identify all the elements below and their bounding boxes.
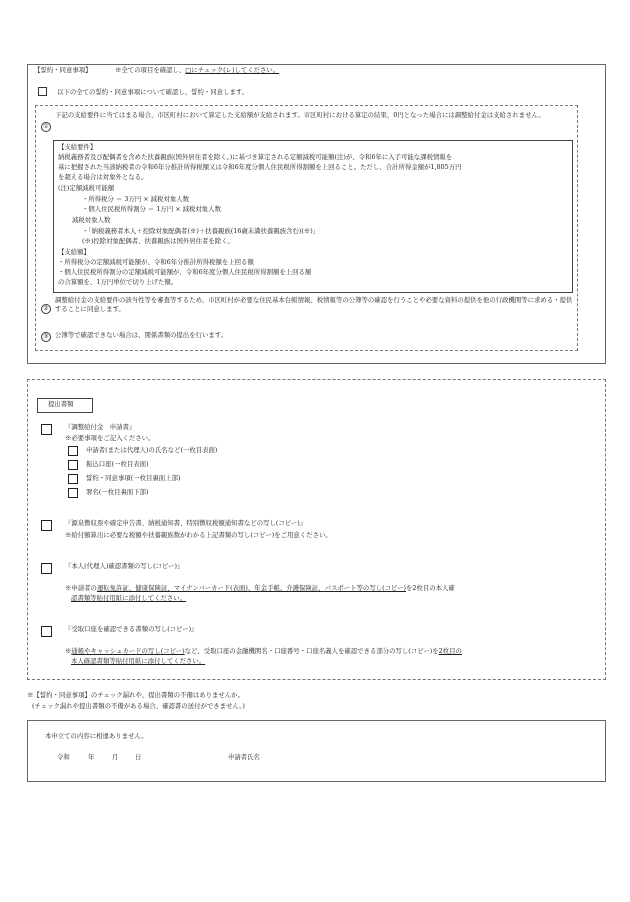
doc4-note-line1: ※通帳やキャッシュカードの写し(コピー)など、受取口座の金融機関名・口座番号・口座名義人を確認できる部分の写し(コピー)を2枚目の	[65, 647, 462, 655]
confirmation-box	[27, 720, 606, 782]
doc1-sub4-label: 署名(一枚目裏面下部)	[86, 488, 149, 496]
item3-marker: ③	[41, 332, 51, 342]
agree-all-checkbox[interactable]	[38, 87, 47, 96]
people-line: ・「納税義務者本人＋控除対象配偶者(※)＋扶養親族(16歳未満扶養親族含む)(※)」	[82, 227, 320, 235]
footer-warning-line2: (チェック漏れや提出書類の不備がある場合、確認書の送付ができません。)	[32, 702, 245, 710]
calc-income-tax: ・所得税分 ＝ 3万円 × 減税対象人数	[82, 195, 190, 203]
requirements-line1: 納税義務者及び配偶者を含めた扶養親族(国外居住者を除く。)に基づき算定される定額減税可能額(注)が、令和6年に入手可能な課税情報を	[58, 153, 453, 161]
doc1-sub4-checkbox[interactable]	[68, 488, 78, 498]
doc2-note: ※給付額算出に必要な税額や扶養親族数がわかる上記書類の写し(コピー)をご用意ください。	[65, 531, 332, 539]
doc1-sub1-label: 申請者(または代理人)の氏名など(一枚目表面)	[86, 446, 218, 454]
item2-text: 調整給付金の支給要件の該当性等を審査等するため、市区町村が必要な住民基本台帳情報、税情報等の公簿等の確認を行うことや必要な資料の提供を他の行政機関等に求める・提供することに同意します。	[55, 296, 573, 314]
confirmation-statement: 本申立ての内容に相違ありません。	[45, 732, 148, 740]
date-day[interactable]: 日	[135, 753, 142, 761]
amount-heading: 【支給額】	[58, 248, 90, 256]
doc1-sub1-checkbox[interactable]	[68, 446, 78, 456]
doc3-checkbox[interactable]	[41, 563, 52, 574]
doc1-checkbox[interactable]	[41, 424, 52, 435]
amount-line3: の合算額を、1万円単位で切り上げた額。	[58, 278, 178, 286]
applicant-signature-label[interactable]: 申請者氏名	[228, 753, 260, 761]
agree-all-label: 以下の全ての誓約・同意事項について確認し、誓約・同意します。	[57, 87, 249, 96]
doc3-note-line1: ※申請者の運転免許証、健康保険証、マイナンバーカード(表面)、年金手帳、介護保険証、パスポート等の写し(コピー)を2枚目の本人確	[65, 584, 455, 592]
requirements-heading: 【支給要件】	[58, 143, 97, 151]
date-era: 令和	[57, 753, 70, 761]
requirements-line2: 基に把握された当該納税者の令和6年分推計所得税額又は令和6年度分個人住民税所得割額を上回ること。ただし、合計所得金額が1,805万円	[58, 163, 462, 171]
requirements-line3: を超える場合は対象外となる。	[58, 173, 148, 181]
doc4-note-line2: 本人確認書類等貼付用紙に添付してください。	[71, 657, 206, 665]
calc-resident-tax: ・個人住民税所得割分 ＝ 1万円 × 減税対象人数	[82, 205, 221, 213]
pledge-title: 【誓約・同意事項】	[34, 66, 92, 74]
pledge-instruction: ※全ての項目を確認し、□にチェック(レ)してください。	[115, 66, 280, 74]
item1-text: 下記の支給要件に当てはまる場合、市区町村において算定した支給額が支給されます。市区町村における算定の結果、0円となった場合には調整給付金は支給されません。	[55, 111, 545, 119]
people-heading: 減税対象人数	[72, 216, 111, 224]
people-note: (※)控除対象配偶者、扶養親族は国外居住者を除く。	[82, 237, 234, 245]
amount-line1: ・所得税分の定額減税可能額が、令和6年分推計所得税額を上回る額	[58, 258, 254, 266]
item3-text: 公簿等で確認できない場合は、関係書類の提出を行います。	[55, 331, 228, 339]
doc2-title: 『源泉徴収票や確定申告書、納税通知書、特別徴収税額通知書などの写し(コピー)』	[65, 519, 307, 527]
doc1-sub2-label: 振込口座(一枚目表面)	[86, 460, 149, 468]
doc4-title: 『受取口座を確認できる書類の写し(コピー)』	[65, 625, 198, 633]
doc1-sub2-checkbox[interactable]	[68, 460, 78, 470]
documents-title: 提出書類	[48, 400, 74, 408]
doc3-note-line2: 認書類等貼付用紙に添付してください。	[71, 594, 187, 602]
item1-marker: ①	[41, 122, 51, 132]
amount-line2: ・個人住民税所得割分の定額減税可能額が、令和6年度分個人住民税所得割額を上回る額	[58, 268, 312, 276]
reduction-note-heading: (注)定額減税可能額	[58, 184, 115, 192]
date-year[interactable]: 年	[88, 753, 95, 761]
check-all-row	[38, 87, 248, 97]
date-month[interactable]: 月	[112, 753, 119, 761]
item2-marker: ②	[41, 304, 51, 314]
doc1-sub3-checkbox[interactable]	[68, 474, 78, 484]
footer-warning-line1: ※【誓約・同意事項】のチェック漏れや、提出書類の不備はありませんか。	[27, 691, 244, 699]
doc1-sub3-label: 誓約・同意事項(一枚目裏面上部)	[86, 474, 181, 482]
doc4-checkbox[interactable]	[41, 626, 52, 637]
doc2-checkbox[interactable]	[41, 520, 52, 531]
doc1-note: ※必要事項をご記入ください。	[65, 434, 155, 442]
doc3-title: 『本人(代理人)確認書類の写し(コピー)』	[65, 562, 184, 570]
doc1-title: 『調整給付金 申請書』	[65, 423, 136, 431]
